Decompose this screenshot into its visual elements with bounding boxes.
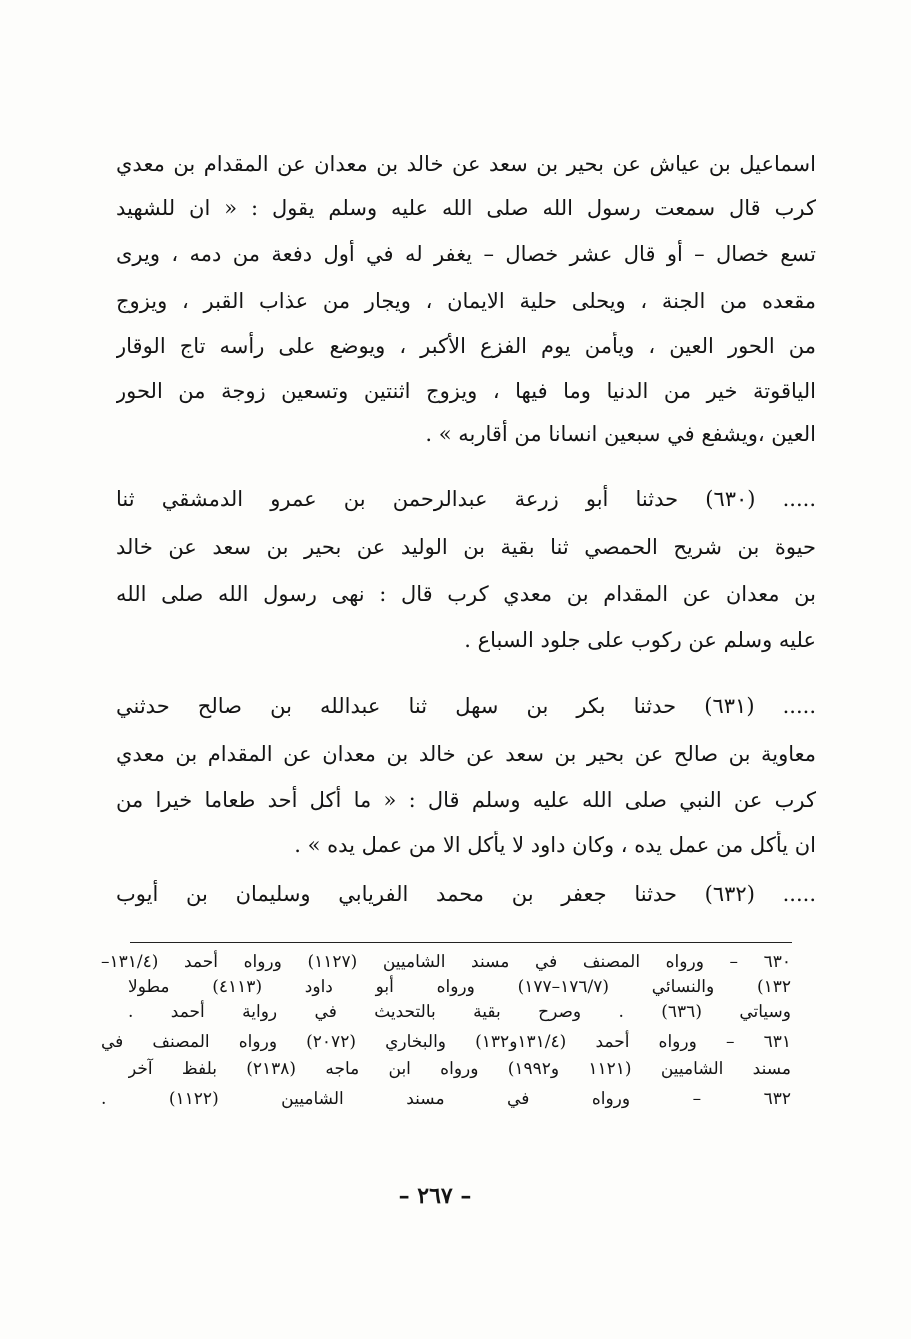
hadith-632-heading: ..... (٦٣٢) حدثنا جعفر بن محمد الفريابي وسليمان بن أيوب	[116, 882, 816, 906]
footnote-line: ٦٣٢ – ورواه في مسند الشاميين (١١٢٢) .	[101, 1089, 791, 1109]
text-line: حيوة بن شريح الحمصي ثنا بقية بن الوليد عن بحير بن سعد عن خالد	[116, 535, 816, 559]
hadith-631-heading: ..... (٦٣١) حدثنا بكر بن سهل ثنا عبدالله بن صالح حدثني	[116, 694, 816, 718]
footnote-separator	[130, 942, 792, 943]
text-line: معاوية بن صالح عن بحير بن سعد عن خالد بن معدان عن المقدام بن معدي	[116, 742, 816, 766]
page-number: – ٢٦٧ –	[398, 1183, 472, 1209]
text-line: العين ،ويشفع في سبعين انسانا من أقاربه » .	[425, 422, 816, 446]
text-line: اسماعيل بن عياش عن بحير بن سعد عن خالد بن معدان عن المقدام بن معدي	[116, 152, 816, 176]
text-line: بن معدان عن المقدام بن معدي كرب قال : نهى رسول الله صلى الله	[116, 582, 816, 606]
footnote-line: مسند الشاميين (١١٢١ و١٩٩٢) ورواه ابن ماجه (٢١٣٨) بلفظ آخر	[128, 1059, 791, 1079]
text-line: كرب عن النبي صلى الله عليه وسلم قال : « ما أكل أحد طعاما خيرا من	[116, 788, 816, 812]
footnote-line: وسياتي (٦٣٦) . وصرح بقية بالتحديث في رواية أحمد .	[128, 1002, 791, 1022]
footnote-line: ٦٣٠ – ورواه المصنف في مسند الشاميين (١١٢٧) ورواه أحمد (١٣١/٤–	[101, 952, 791, 972]
text-line: كرب قال سمعت رسول الله صلى الله عليه وسلم يقول : « ان للشهيد	[116, 196, 816, 220]
footnote-line: ١٣٢) والنسائي (١٧٦/٧–١٧٧) ورواه أبو داود (٤١١٣) مطولا	[128, 977, 791, 997]
text-line: من الحور العين ، ويأمن يوم الفزع الأكبر ، ويوضع على رأسه تاج الوقار	[116, 334, 816, 358]
text-line: تسع خصال – أو قال عشر خصال – يغفر له في أول دفعة من دمه ، ويرى	[116, 242, 816, 266]
hadith-630-heading: ..... (٦٣٠) حدثنا أبو زرعة عبدالرحمن بن عمرو الدمشقي ثنا	[116, 487, 816, 511]
text-line: ان يأكل من عمل يده ، وكان داود لا يأكل الا من عمل يده » .	[294, 833, 816, 857]
footnote-line: ٦٣١ – ورواه أحمد (١٣١/٤و١٣٢) والبخاري (٢٠٧٢) ورواه المصنف في	[101, 1032, 791, 1052]
text-line: عليه وسلم عن ركوب على جلود السباع .	[464, 628, 816, 652]
text-line: الياقوتة خير من الدنيا وما فيها ، ويزوج اثنتين وتسعين زوجة من الحور	[116, 379, 816, 403]
text-line: مقعده من الجنة ، ويحلى حلية الايمان ، ويجار من عذاب القبر ، ويزوج	[116, 289, 816, 313]
